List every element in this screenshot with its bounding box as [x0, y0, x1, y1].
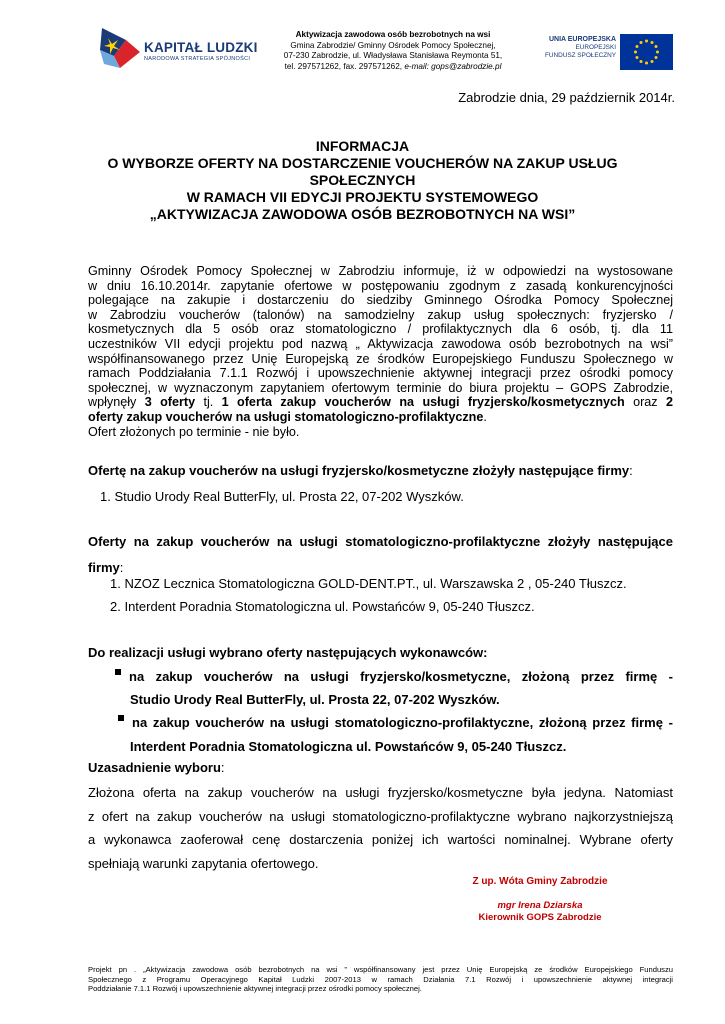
section1-heading-text: Ofertę na zakup voucherów na usługi fryzjersko/kosmetyczne złożyły następujące firmy [88, 463, 630, 478]
eu-star-icon [635, 56, 638, 59]
colon: : [629, 463, 633, 478]
colon: : [119, 560, 124, 575]
colon: : [220, 760, 225, 775]
offer-dental-count: 2 [666, 395, 674, 410]
document-date: Zabrodzie dnia, 29 październik 2014r. [458, 90, 675, 105]
signature-line-1: Z up. Wóta Gminy Zabrodzie [472, 876, 608, 887]
bullet-icon [115, 669, 121, 675]
intro-line: kosmetycznych dla 5 osób oraz stomatologiczno / profilaktycznych dla 6 osób, tj. dla 11 [88, 322, 673, 337]
intro-line: współfinansowanego przez Unię Europejską ze środków Europejskiego Funduszu Społecznego w [88, 351, 673, 366]
letterhead [262, 30, 524, 72]
title-line-5: „AKTYWIZACJA ZAWODOWA OSÓB BEZROBOTNYCH NA WSI” [149, 206, 576, 222]
section1-item-1: 1. Studio Urody Real ButterFly, ul. Prosta 22, 07-202 Wyszków. [100, 489, 464, 504]
justification-line: Złożona oferta na zakup voucherów na usługi fryzjersko/kosmetyczne była jedyna. Natomiast [88, 785, 673, 800]
bullet-icon [118, 715, 124, 721]
justification-paragraph [88, 781, 673, 875]
footer [88, 965, 673, 994]
eu-star-icon [645, 62, 648, 65]
intro-line: w dniu 16.10.2014r. zapytanie ofertowe w postępowaniu zgodnym z zasadą konkurencyjności [88, 278, 673, 293]
title-line-3: SPOŁECZNYCH [309, 172, 416, 188]
phone-fax: tel. 297571262, fax. 297571262, [284, 61, 405, 71]
signature-name: mgr Irena Dziarska [497, 900, 583, 911]
section2-heading-line2: firmy [88, 560, 120, 575]
section3-heading: Do realizacji usługi wybrano oferty następujących wykonawców: [88, 645, 488, 660]
offer-dental: oferty zakup voucherów na usługi stomatologiczno-profilaktyczne [88, 409, 484, 424]
text-run: wpłynęły [88, 395, 145, 410]
footer-line: Projekt pn . „Aktywizacja zawodowa osób bezrobotnych na wsi ” współfinansowany jest przez Unię Europejską ze środków Europejskiego Funduszu [88, 965, 673, 974]
intro-paragraph [88, 264, 673, 439]
intro-line: uczestników VII edycji projektu pod nazwą „ Aktywizacja zawodowa osób bezrobotnych na wsi” [88, 336, 673, 351]
email: e-mail: gops@zabrodzie.pl [404, 61, 502, 71]
signature-role: Kierownik GOPS Zabrodzie [478, 912, 602, 923]
justification-line: a wykonawca zaoferował cenę dostarczenia poniżej ich wartości nominalnej. Wybrane oferty [88, 832, 673, 847]
footer-line: Społecznego z Programu Operacyjnego Kapitał Ludzki 2007-2013 w ramach Działania 7.1 Rozwój i upowszechnienie aktywnej integracji [88, 974, 673, 984]
selected-offer-1 [115, 669, 673, 684]
contact-line [262, 62, 524, 73]
intro-line: w Zabrodziu voucherów (talonów) na samodzielny zakup usług społecznych: fryzjersko / [88, 307, 673, 322]
title-line-1: INFORMACJA [315, 138, 410, 154]
eu-line-1: UNIA EUROPEJSKA [548, 36, 616, 43]
title-line-4: W RAMACH VII EDYCJI PROJEKTU SYSTEMOWEGO [186, 189, 539, 205]
justification-heading-text: Uzasadnienie wyboru [88, 760, 221, 775]
intro-line: ramach Poddziałania 7.1.1 Rozwój i upowszechnienie aktywnej integracji przez ośrodki pomocy [88, 366, 673, 381]
eu-flag-icon [620, 34, 673, 70]
document-title [70, 138, 655, 223]
selected-offer-2-line1: na zakup voucherów na usługi stomatologiczno-profilaktyczne, złożoną przez firmę - [132, 715, 673, 730]
justification-line: spełniają warunki zapytania ofertowego. [88, 855, 319, 871]
eu-star-icon [635, 45, 638, 48]
intro-line [88, 410, 673, 425]
intro-line: Gminny Ośrodek Pomocy Społecznej w Zabrodziu informuje, iż w odpowiedzi na wystosowane [88, 264, 673, 278]
text-run: tj. [195, 395, 222, 410]
eu-star-icon [651, 60, 654, 63]
intro-line: społecznej, w wyznaczonym zapytaniem ofertowym terminie do biura projektu – GOPS Zabrodzie, [88, 380, 673, 395]
late-offers-note: Ofert złożonych po terminie - nie było. [88, 424, 300, 439]
selected-offer-2 [118, 715, 673, 730]
selected-offer-1-line2: Studio Urody Real ButterFly, ul. Prosta 22, 07-202 Wyszków. [130, 692, 500, 707]
eu-star-icon [656, 51, 659, 54]
text-run: oraz [624, 395, 666, 410]
org-line: Gmina Zabrodzie/ Gminny Ośrodek Pomocy Społecznej, [290, 40, 496, 50]
eu-star-icon [655, 45, 658, 48]
logo-left-subtitle: NARODOWA STRATEGIA SPÓJNOŚCI [144, 56, 251, 62]
address-line: 07-230 Zabrodzie, ul. Władysława Stanisława Reymonta 51, [283, 51, 503, 61]
eu-label [520, 36, 616, 60]
justification-heading [88, 760, 225, 775]
eu-star-icon [645, 40, 648, 43]
eu-star-icon [651, 41, 654, 44]
offer-count: 3 oferty [144, 395, 196, 410]
logo-left-name: KAPITAŁ LUDZKI [144, 40, 258, 55]
selected-offer-2-line2: Interdent Poradnia Stomatologiczna ul. Powstańców 9, 05-240 Tłuszcz. [130, 739, 567, 754]
intro-line: polegające na zakupie i dostarczeniu do siedziby Gminnego Ośrodka Pomocy Społecznej [88, 293, 673, 308]
section1-heading [88, 463, 633, 478]
selected-offer-1-line1: na zakup voucherów na usługi fryzjersko/kosmetyczne, złożoną przez firmę - [129, 669, 673, 684]
footer-line: Poddziałanie 7.1.1 Rozwój i upowszechnienie aktywnej integracji przez ośrodki pomocy społecznej. [88, 984, 422, 994]
title-line-2: O WYBORZE OFERTY NA DOSTARCZENIE VOUCHERÓW NA ZAKUP USŁUG [107, 155, 618, 171]
offer-hair: 1 oferta zakup voucherów na usługi fryzjersko/kosmetycznych [221, 395, 625, 410]
section2-heading-line1: Oferty na zakup voucherów na usługi stomatologiczno-profilaktyczne złożyły następujące [88, 534, 673, 549]
intro-line [88, 395, 673, 410]
section2-item-1: 1. NZOZ Lecznica Stomatologiczna GOLD-DENT.PT., ul. Warszawska 2 , 05-240 Tłuszcz. [110, 576, 627, 591]
section2-item-2: 2. Interdent Poradnia Stomatologiczna ul. Powstańców 9, 05-240 Tłuszcz. [110, 599, 535, 614]
eu-line-3: FUNDUSZ SPOŁECZNY [544, 52, 616, 59]
eu-star-icon [655, 56, 658, 59]
text-run: . [483, 409, 487, 424]
eu-line-2: EUROPEJSKI [575, 44, 616, 51]
eu-star-icon [634, 51, 637, 54]
eu-star-icon [640, 60, 643, 63]
justification-line: z ofert na zakup voucherów na usługi stomatologiczno-profilaktyczne wybrano najkorzystniejszą [88, 808, 673, 824]
section2-heading [88, 529, 673, 581]
eu-star-icon [640, 41, 643, 44]
project-title: Aktywizacja zawodowa osób bezrobotnych na wsi [295, 30, 491, 39]
